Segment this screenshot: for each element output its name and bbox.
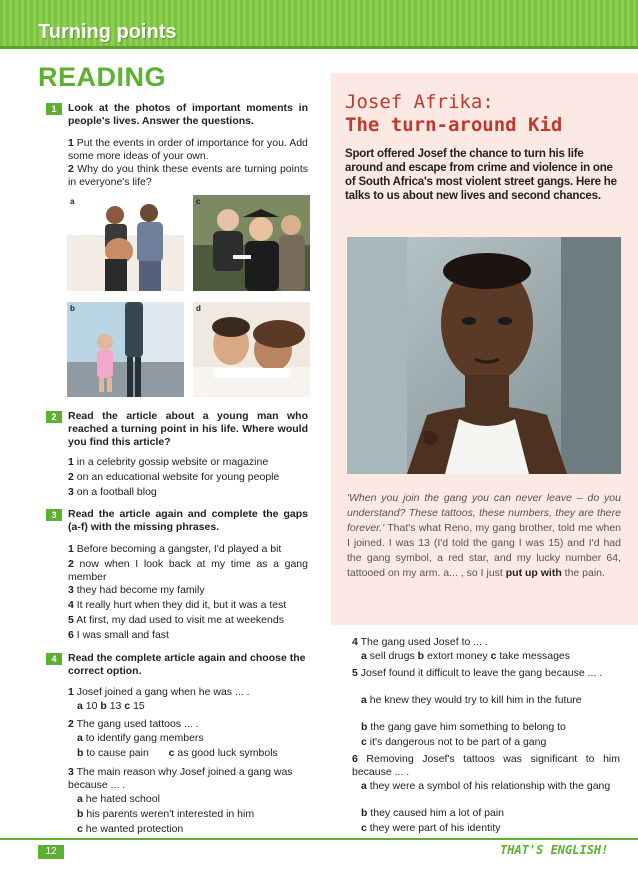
item-number: 2 xyxy=(68,471,74,483)
exercise-1-instruction: Look at the photos of important moments in people's lives. Answer the questions. xyxy=(68,102,308,127)
exercise-4-q2-option-a xyxy=(77,732,317,745)
exercise-4-q4-options xyxy=(361,650,626,663)
item-number: 4 xyxy=(68,599,74,611)
item-number: 3 xyxy=(68,486,74,498)
option-text: they were part of his identity xyxy=(369,822,501,834)
exercise-3-number: 3 xyxy=(46,509,62,521)
option-text: the gang gave him something to belong to xyxy=(370,721,566,733)
exercise-4-q6-option-b xyxy=(361,807,626,820)
exercise-3-item-2 xyxy=(68,558,308,584)
option-text: as good luck symbols xyxy=(177,747,278,759)
exercise-4-question-5 xyxy=(352,667,620,680)
footer-divider xyxy=(0,838,638,840)
item-number: 6 xyxy=(68,629,74,641)
item-text: Put the events in order of importance for you. Add some more ideas of your own. xyxy=(68,137,308,162)
article-body xyxy=(347,491,621,581)
option-text: take messages xyxy=(499,650,570,662)
question-number: 6 xyxy=(352,753,358,765)
item-text: Before becoming a gangster, I'd played a bit xyxy=(76,543,282,555)
exercise-4-q1-options xyxy=(77,700,317,713)
exercise-4-q3-option-b xyxy=(77,808,317,821)
photo-label-a: a xyxy=(70,197,75,206)
item-number: 3 xyxy=(68,584,74,596)
exercise-4-question-3 xyxy=(68,766,313,792)
exercise-2-number: 2 xyxy=(46,411,62,423)
article-portrait-photo xyxy=(347,237,621,474)
question-number: 2 xyxy=(68,718,74,730)
exercise-1-number: 1 xyxy=(46,103,62,115)
option-text: sell drugs xyxy=(369,650,415,662)
exercise-2-item-2 xyxy=(68,471,318,484)
unit-title: Turning points xyxy=(38,21,177,43)
item-number: 1 xyxy=(68,543,74,555)
page-number: 12 xyxy=(38,845,64,859)
option-label: b xyxy=(77,747,84,759)
option-text: they caused him a lot of pain xyxy=(370,807,505,819)
option-label: a xyxy=(77,732,83,744)
option-text: his parents weren't interested in him xyxy=(86,808,255,820)
option-label: a xyxy=(361,694,367,706)
exercise-3-item-4 xyxy=(68,599,318,612)
question-number: 1 xyxy=(68,686,74,698)
option-label: a xyxy=(77,793,83,805)
exercise-4-question-6 xyxy=(352,753,620,779)
option-text: extort money xyxy=(426,650,488,662)
option-label: c xyxy=(490,650,497,662)
question-text: Removing Josef's tattoos was significant to him because ... . xyxy=(352,753,621,778)
item-text: on a football blog xyxy=(76,486,157,498)
item-text: At first, my dad used to visit me at weekends xyxy=(76,614,284,626)
exercise-3-item-5 xyxy=(68,614,318,627)
exercise-2-instruction: Read the article about a young man who reached a turning point in his life. Where would you find this article? xyxy=(68,410,308,448)
exercise-4-question-4 xyxy=(352,636,622,649)
article-lead: Sport offered Josef the chance to turn his life around and escape from crime and violence in one of South Africa's most violent street gangs. Here he talks to us about new lives and second chances. xyxy=(345,148,617,202)
section-title: READING xyxy=(38,62,167,92)
photo-label-d: d xyxy=(196,304,201,313)
option-label: b xyxy=(361,721,368,733)
option-text: he wanted protection xyxy=(85,823,184,835)
photo-child-walking xyxy=(67,302,184,397)
option-label: b xyxy=(77,808,84,820)
article-text-continued: so I just xyxy=(463,567,506,579)
item-text: in a celebrity gossip website or magazine xyxy=(76,456,269,468)
option-text: he hated school xyxy=(85,793,160,805)
item-number: 1 xyxy=(68,456,74,468)
article-title-name: Josef Afrika: xyxy=(345,91,494,113)
brand-logo: THAT'S ENGLISH! xyxy=(500,843,609,857)
question-number: 4 xyxy=(352,636,358,648)
photo-label-c: c xyxy=(196,197,201,206)
exercise-3-item-1 xyxy=(68,543,313,556)
article-quote: 'When you join the gang you can never leave – do you understand? These tattoos, these numbers, they are there forever.' xyxy=(347,492,621,534)
option-text: he knew they would try to kill him in the future xyxy=(369,694,582,706)
option-label: c xyxy=(361,822,367,834)
article-text-end: the pain. xyxy=(561,567,605,579)
option-text: 13 xyxy=(109,700,122,712)
exercise-4-q3-option-a xyxy=(77,793,317,806)
option-label: a xyxy=(361,650,367,662)
photo-graduation xyxy=(193,195,310,291)
exercise-1-item-1 xyxy=(68,137,308,163)
exercise-4-instruction: Read the complete article again and choose the correct option. xyxy=(68,652,306,677)
exercise-3-instruction: Read the article again and complete the gaps (a-f) with the missing phrases. xyxy=(68,508,308,533)
item-text: It really hurt when they did it, but it was a test xyxy=(76,599,287,611)
exercise-4-q6-option-a xyxy=(361,780,620,793)
exercise-1-item-2 xyxy=(68,163,308,189)
exercise-4-question-1 xyxy=(68,686,318,699)
option-label: b xyxy=(100,700,107,712)
question-number: 3 xyxy=(68,766,74,778)
option-label: b xyxy=(417,650,425,662)
option-label: c xyxy=(168,747,175,759)
exercise-3-item-6 xyxy=(68,629,313,642)
header-divider xyxy=(0,46,638,49)
option-label: c xyxy=(361,736,367,748)
exercise-4-q5-option-c xyxy=(361,736,626,749)
item-text: Why do you think these events are turning points in everyone's life? xyxy=(68,163,308,188)
question-text: The main reason why Josef joined a gang was because ... . xyxy=(68,766,293,791)
item-number: 2 xyxy=(68,163,74,175)
exercise-2-item-3 xyxy=(68,486,318,499)
item-text: on an educational website for young people xyxy=(76,471,280,483)
article-gap-a: a... , xyxy=(443,567,464,579)
exercise-4-q5-option-a xyxy=(361,694,620,707)
article-key-phrase: put up with xyxy=(505,567,562,579)
question-number: 5 xyxy=(352,667,358,679)
item-text: I was small and fast xyxy=(76,629,169,641)
option-label: c xyxy=(77,823,83,835)
option-text: to identify gang members xyxy=(85,732,204,744)
photo-label-b: b xyxy=(70,304,75,313)
option-text: 15 xyxy=(133,700,145,712)
photo-smiling-couple xyxy=(193,302,310,397)
question-text: Josef found it difficult to leave the gang because ... . xyxy=(360,667,603,679)
item-text: now when I look back at my time as a gang member xyxy=(68,558,308,583)
exercise-4-number: 4 xyxy=(46,653,62,665)
option-text: they were a symbol of his relationship with the gang xyxy=(369,780,611,792)
question-text: Josef joined a gang when he was ... . xyxy=(76,686,250,698)
option-label: a xyxy=(77,700,83,712)
option-label: c xyxy=(124,700,131,712)
option-text: to cause pain xyxy=(86,747,149,759)
item-number: 2 xyxy=(68,558,74,570)
option-label: b xyxy=(361,807,368,819)
option-text: it's dangerous not to be part of a gang xyxy=(369,736,547,748)
exercise-4-question-2 xyxy=(68,718,318,731)
exercise-4-q5-option-b xyxy=(361,721,626,734)
exercise-2-item-1 xyxy=(68,456,318,469)
option-text: 10 xyxy=(85,700,98,712)
question-text: The gang used tattoos ... . xyxy=(76,718,199,730)
photo-pregnant-couple xyxy=(67,195,184,291)
option-label: a xyxy=(361,780,367,792)
item-number: 5 xyxy=(68,614,74,626)
question-text: The gang used Josef to ... . xyxy=(360,636,488,648)
exercise-4-q6-option-c xyxy=(361,822,626,835)
item-number: 1 xyxy=(68,137,74,149)
article-text: That's what Reno, my gang brother, told me when I joined. I was 13 (I'd told the gang I was 15) and I'd had the gang symbol, a red star, and my lucky number 64, tattooed on my arm. xyxy=(347,522,621,579)
article-title-headline: The turn-around Kid xyxy=(345,114,563,136)
exercise-3-item-3 xyxy=(68,584,313,597)
item-text: they had become my family xyxy=(76,584,205,596)
exercise-4-q3-option-c xyxy=(77,823,317,836)
exercise-4-q2-options-bc xyxy=(77,747,317,760)
